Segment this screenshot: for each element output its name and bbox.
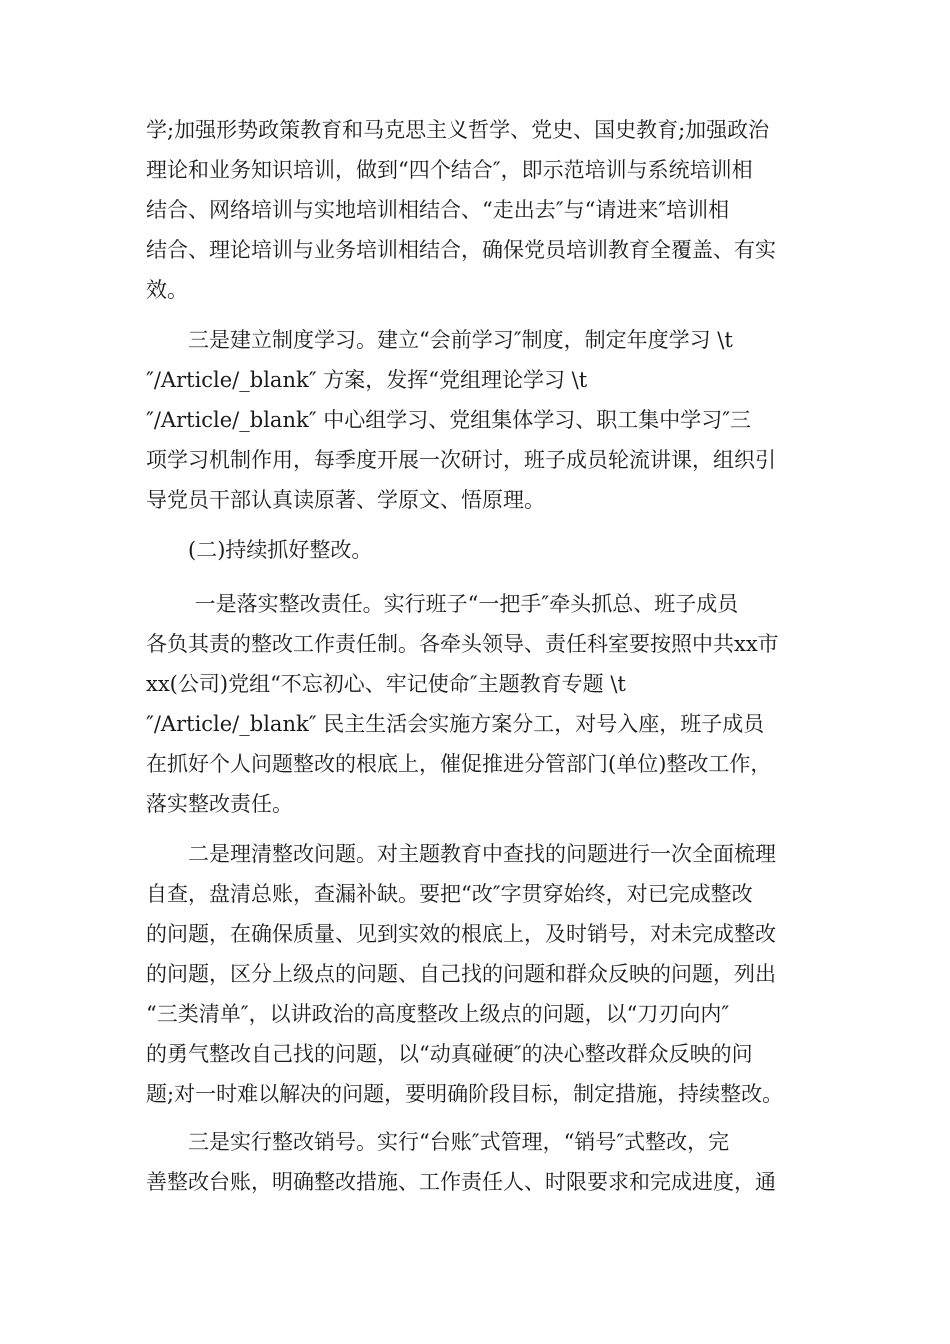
text-line: 一是落实整改责任。实行班子“一把手″牵头抓总、班子成员 — [146, 592, 739, 616]
text-line: 在抓好个人问题整改的根底上，催促推进分管部门(单位)整改工作， — [146, 752, 772, 776]
text-line: 的问题，在确保质量、见到实效的根底上，及时销号，对未完成整改 — [146, 922, 776, 946]
text-line: 三是建立制度学习。建立“会前学习″制度，制定年度学习 \t — [146, 328, 733, 352]
text-line: (二)持续抓好整改。 — [146, 538, 373, 562]
text-line: 三是实行整改销号。实行“台账″式管理，“销号″式整改，完 — [146, 1130, 730, 1154]
text-line: 的勇气整改自己找的问题，以“动真碰硬″的决心整改群众反映的问 — [146, 1042, 753, 1066]
paragraph-3 — [146, 584, 811, 824]
text-line: 结合、网络培训与实地培训相结合、“走出去″与“请进来″培训相 — [146, 198, 730, 222]
paragraph-1 — [146, 110, 811, 310]
text-line: 自查，盘清总账，查漏补缺。要把“改″字贯穿始终，对已完成整改 — [146, 882, 753, 906]
text-line: 二是理清整改问题。对主题教育中查找的问题进行一次全面梳理 — [146, 842, 776, 866]
text-line: 善整改台账，明确整改措施、工作责任人、时限要求和完成进度，通 — [146, 1170, 776, 1194]
text-line: ″/Article/_blank″ 中心组学习、党组集体学习、职工集中学习″三 — [146, 408, 752, 432]
text-line: “三类清单″，以讲政治的高度整改上级点的问题，以“刀刃向内″ — [146, 1002, 730, 1026]
text-line: 项学习机制作用，每季度开展一次研讨，班子成员轮流讲课，组织引 — [146, 448, 776, 472]
text-line: ″/Article/_blank″ 民主生活会实施方案分工，对号入座，班子成员 — [146, 712, 765, 736]
text-line: 导党员干部认真读原著、学原文、悟原理。 — [146, 488, 545, 512]
text-line: 的问题，区分上级点的问题、自己找的问题和群众反映的问题，列出 — [146, 962, 776, 986]
text-line: 各负其责的整改工作责任制。各牵头领导、责任科室要按照中共xx市 — [146, 632, 779, 656]
text-line: 结合、理论培训与业务培训相结合，确保党员培训教育全覆盖、有实 — [146, 238, 776, 262]
text-line: ″/Article/_blank″ 方案，发挥“党组理论学习 \t — [146, 368, 588, 392]
text-line: 理论和业务知识培训，做到“四个结合″，即示范培训与系统培训相 — [146, 158, 753, 182]
paragraph-5 — [146, 1122, 811, 1202]
text-line: xx(公司)党组“不忘初心、牢记使命″主题教育专题 \t — [146, 672, 626, 696]
text-line: 题;对一时难以解决的问题，要明确阶段目标，制定措施，持续整改。 — [146, 1082, 784, 1106]
text-line: 学;加强形势政策教育和马克思主义哲学、党史、国史教育;加强政治 — [146, 118, 770, 142]
paragraph-4 — [146, 834, 811, 1114]
text-line: 落实整改责任。 — [146, 792, 293, 816]
paragraph-2 — [146, 320, 811, 520]
text-line: 效。 — [146, 278, 188, 302]
section-heading — [146, 530, 811, 570]
